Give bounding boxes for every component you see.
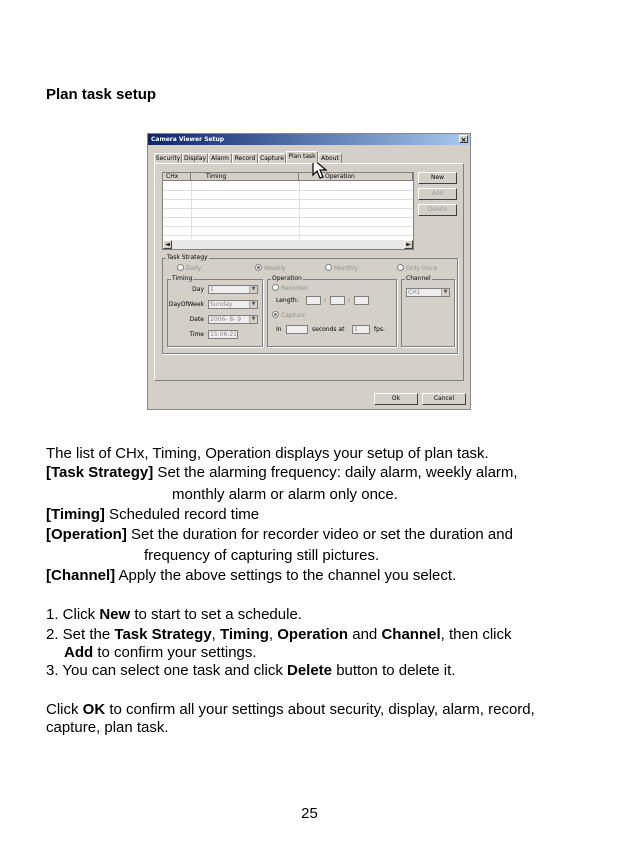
length-seconds-field[interactable]: [354, 296, 369, 305]
tab-alarm[interactable]: Alarm: [208, 153, 232, 163]
tab-security[interactable]: Security: [155, 155, 181, 162]
length-hours-field[interactable]: [306, 296, 321, 305]
time-field[interactable]: 15:06:21: [210, 331, 237, 338]
step-text: , then click: [440, 626, 512, 643]
step-text: button to delete it.: [332, 662, 456, 679]
definition: Set the alarming frequency: daily alarm, weekly alarm,: [153, 464, 518, 481]
step-text: ,: [211, 626, 220, 643]
camera-viewer-setup-dialog: [147, 133, 471, 410]
scroll-right-icon[interactable]: ►: [404, 240, 413, 249]
radio-weekly[interactable]: [255, 265, 286, 273]
length-separator: :: [348, 297, 351, 304]
step-2-continued: [64, 643, 257, 663]
timing-label: Timing: [172, 275, 193, 282]
date-value: 2006- 8- 9: [210, 316, 242, 323]
closing-keyword: OK: [82, 701, 106, 718]
operation-definition: [46, 525, 513, 545]
step-3: [46, 661, 455, 681]
definition: Apply the above settings to the channel you select.: [115, 567, 457, 584]
ok-button[interactable]: Ok: [374, 393, 418, 405]
dialog-title-bar: [148, 134, 470, 145]
length-label: Length:: [276, 297, 299, 304]
tab-about[interactable]: About: [318, 153, 342, 163]
add-button[interactable]: Add: [418, 188, 457, 200]
intro-paragraph: The list of CHx, Timing, Operation displays your setup of plan task.: [46, 445, 489, 462]
time-label: Time: [189, 331, 204, 338]
close-icon[interactable]: ×: [460, 136, 467, 144]
day-label: Day: [192, 286, 204, 293]
radio-capture[interactable]: [272, 312, 305, 320]
dayofweek-label: DayOfWeek: [168, 301, 204, 308]
radio-selected-icon: [272, 311, 279, 318]
step-keyword: Operation: [277, 626, 349, 643]
closing-text: Click: [46, 701, 83, 718]
radio-weekly-label: Weekly: [264, 265, 286, 272]
step-text: 2. Set the: [46, 626, 115, 643]
chevron-down-icon: ▼: [441, 289, 449, 296]
radio-icon: [272, 284, 279, 291]
column-timing[interactable]: Timing: [191, 173, 299, 181]
tab-display[interactable]: Display: [183, 155, 207, 162]
page-number: 25: [301, 805, 318, 822]
term: [Task Strategy]: [46, 464, 154, 481]
list-row: [163, 226, 413, 227]
list-row: [163, 208, 413, 209]
timing-group: [167, 275, 263, 347]
fps-label: fps.: [374, 326, 385, 333]
length-separator: :: [324, 297, 327, 304]
fps-field[interactable]: 1: [352, 325, 370, 334]
timing-definition: [46, 505, 259, 525]
operation-continued: frequency of capturing still pictures.: [144, 547, 380, 564]
list-row: [163, 199, 413, 200]
list-row: [163, 217, 413, 218]
closing-paragraph: [46, 700, 535, 720]
step-keyword: Channel: [381, 626, 441, 643]
column-operation[interactable]: Operation: [299, 173, 413, 181]
task-strategy-continued: monthly alarm or alarm only once.: [172, 486, 398, 503]
radio-recorder-label: Recorder: [281, 285, 308, 292]
radio-daily-label: Daily: [186, 265, 202, 272]
channel-select[interactable]: [406, 288, 450, 297]
horizontal-scrollbar[interactable]: [163, 240, 413, 249]
channel-definition: [46, 566, 456, 586]
radio-selected-icon: [255, 264, 262, 271]
date-picker[interactable]: [208, 315, 258, 324]
step-text: 1. Click: [46, 606, 100, 623]
task-strategy-definition: [46, 463, 518, 483]
date-label: Date: [189, 316, 204, 323]
dayofweek-select[interactable]: [208, 300, 258, 309]
closing-continued: capture, plan task.: [46, 719, 169, 736]
chevron-down-icon: ▼: [249, 316, 257, 323]
list-row: [163, 235, 413, 236]
term: [Timing]: [46, 506, 105, 523]
radio-monthly-label: Monthly: [334, 265, 359, 272]
step-1: [46, 605, 302, 625]
step-text: 3. You can select one task and click: [46, 662, 287, 679]
step-keyword: Task Strategy: [114, 626, 212, 643]
scroll-left-icon[interactable]: ◄: [163, 240, 172, 249]
radio-only-once[interactable]: [397, 265, 437, 273]
radio-capture-label: Capture: [281, 312, 305, 319]
chevron-down-icon: ▼: [249, 301, 257, 308]
tab-capture[interactable]: Capture: [258, 153, 286, 163]
dialog-title: Camera Viewer Setup: [151, 136, 225, 143]
chevron-down-icon: ▼: [249, 286, 257, 293]
tab-plan-task[interactable]: Plan task: [286, 151, 318, 163]
task-strategy-group: [162, 254, 458, 354]
page-title: Plan task setup: [46, 86, 157, 103]
closing-text: to confirm all your settings about security, display, alarm, record,: [105, 701, 535, 718]
interval-seconds-field[interactable]: [286, 325, 308, 334]
operation-group: [267, 275, 397, 347]
list-row: [163, 190, 413, 191]
channel-label: Channel: [406, 275, 431, 282]
step-keyword: Add: [64, 644, 94, 661]
step-text: to start to set a schedule.: [130, 606, 302, 623]
day-value: 1: [210, 286, 214, 293]
seconds-at-label: seconds at: [312, 326, 345, 333]
tab-record[interactable]: Record: [232, 153, 258, 163]
delete-button[interactable]: Delete: [418, 204, 457, 216]
in-label: In: [276, 326, 282, 333]
definition: Set the duration for recorder video or set the duration and: [126, 526, 513, 543]
step-text: and: [348, 626, 382, 643]
day-select[interactable]: [208, 285, 258, 294]
term: [Channel]: [46, 567, 116, 584]
radio-daily[interactable]: [177, 265, 201, 273]
channel-group: [401, 275, 455, 347]
new-button[interactable]: New: [418, 172, 457, 184]
step-keyword: Delete: [287, 662, 333, 679]
radio-only-once-label: Only Once: [406, 265, 438, 272]
step-text: ,: [268, 626, 278, 643]
step-keyword: Timing: [220, 626, 269, 643]
radio-icon: [177, 264, 184, 271]
definition: Scheduled record time: [104, 506, 260, 523]
radio-monthly[interactable]: [325, 265, 358, 273]
step-2: [46, 625, 512, 645]
radio-icon: [325, 264, 332, 271]
radio-icon: [397, 264, 404, 271]
step-text: to confirm your settings.: [93, 644, 257, 661]
term: [Operation]: [46, 526, 127, 543]
radio-recorder[interactable]: [272, 285, 308, 293]
cancel-button[interactable]: Cancel: [422, 393, 466, 405]
length-minutes-field[interactable]: [330, 296, 345, 305]
channel-value: CH1: [408, 289, 421, 296]
step-keyword: New: [99, 606, 131, 623]
operation-label: Operation: [272, 275, 302, 282]
task-list[interactable]: [162, 172, 414, 250]
task-strategy-label: Task Strategy: [167, 254, 208, 261]
dayofweek-value: Sunday: [210, 301, 233, 308]
column-chx[interactable]: CHx: [163, 173, 191, 181]
